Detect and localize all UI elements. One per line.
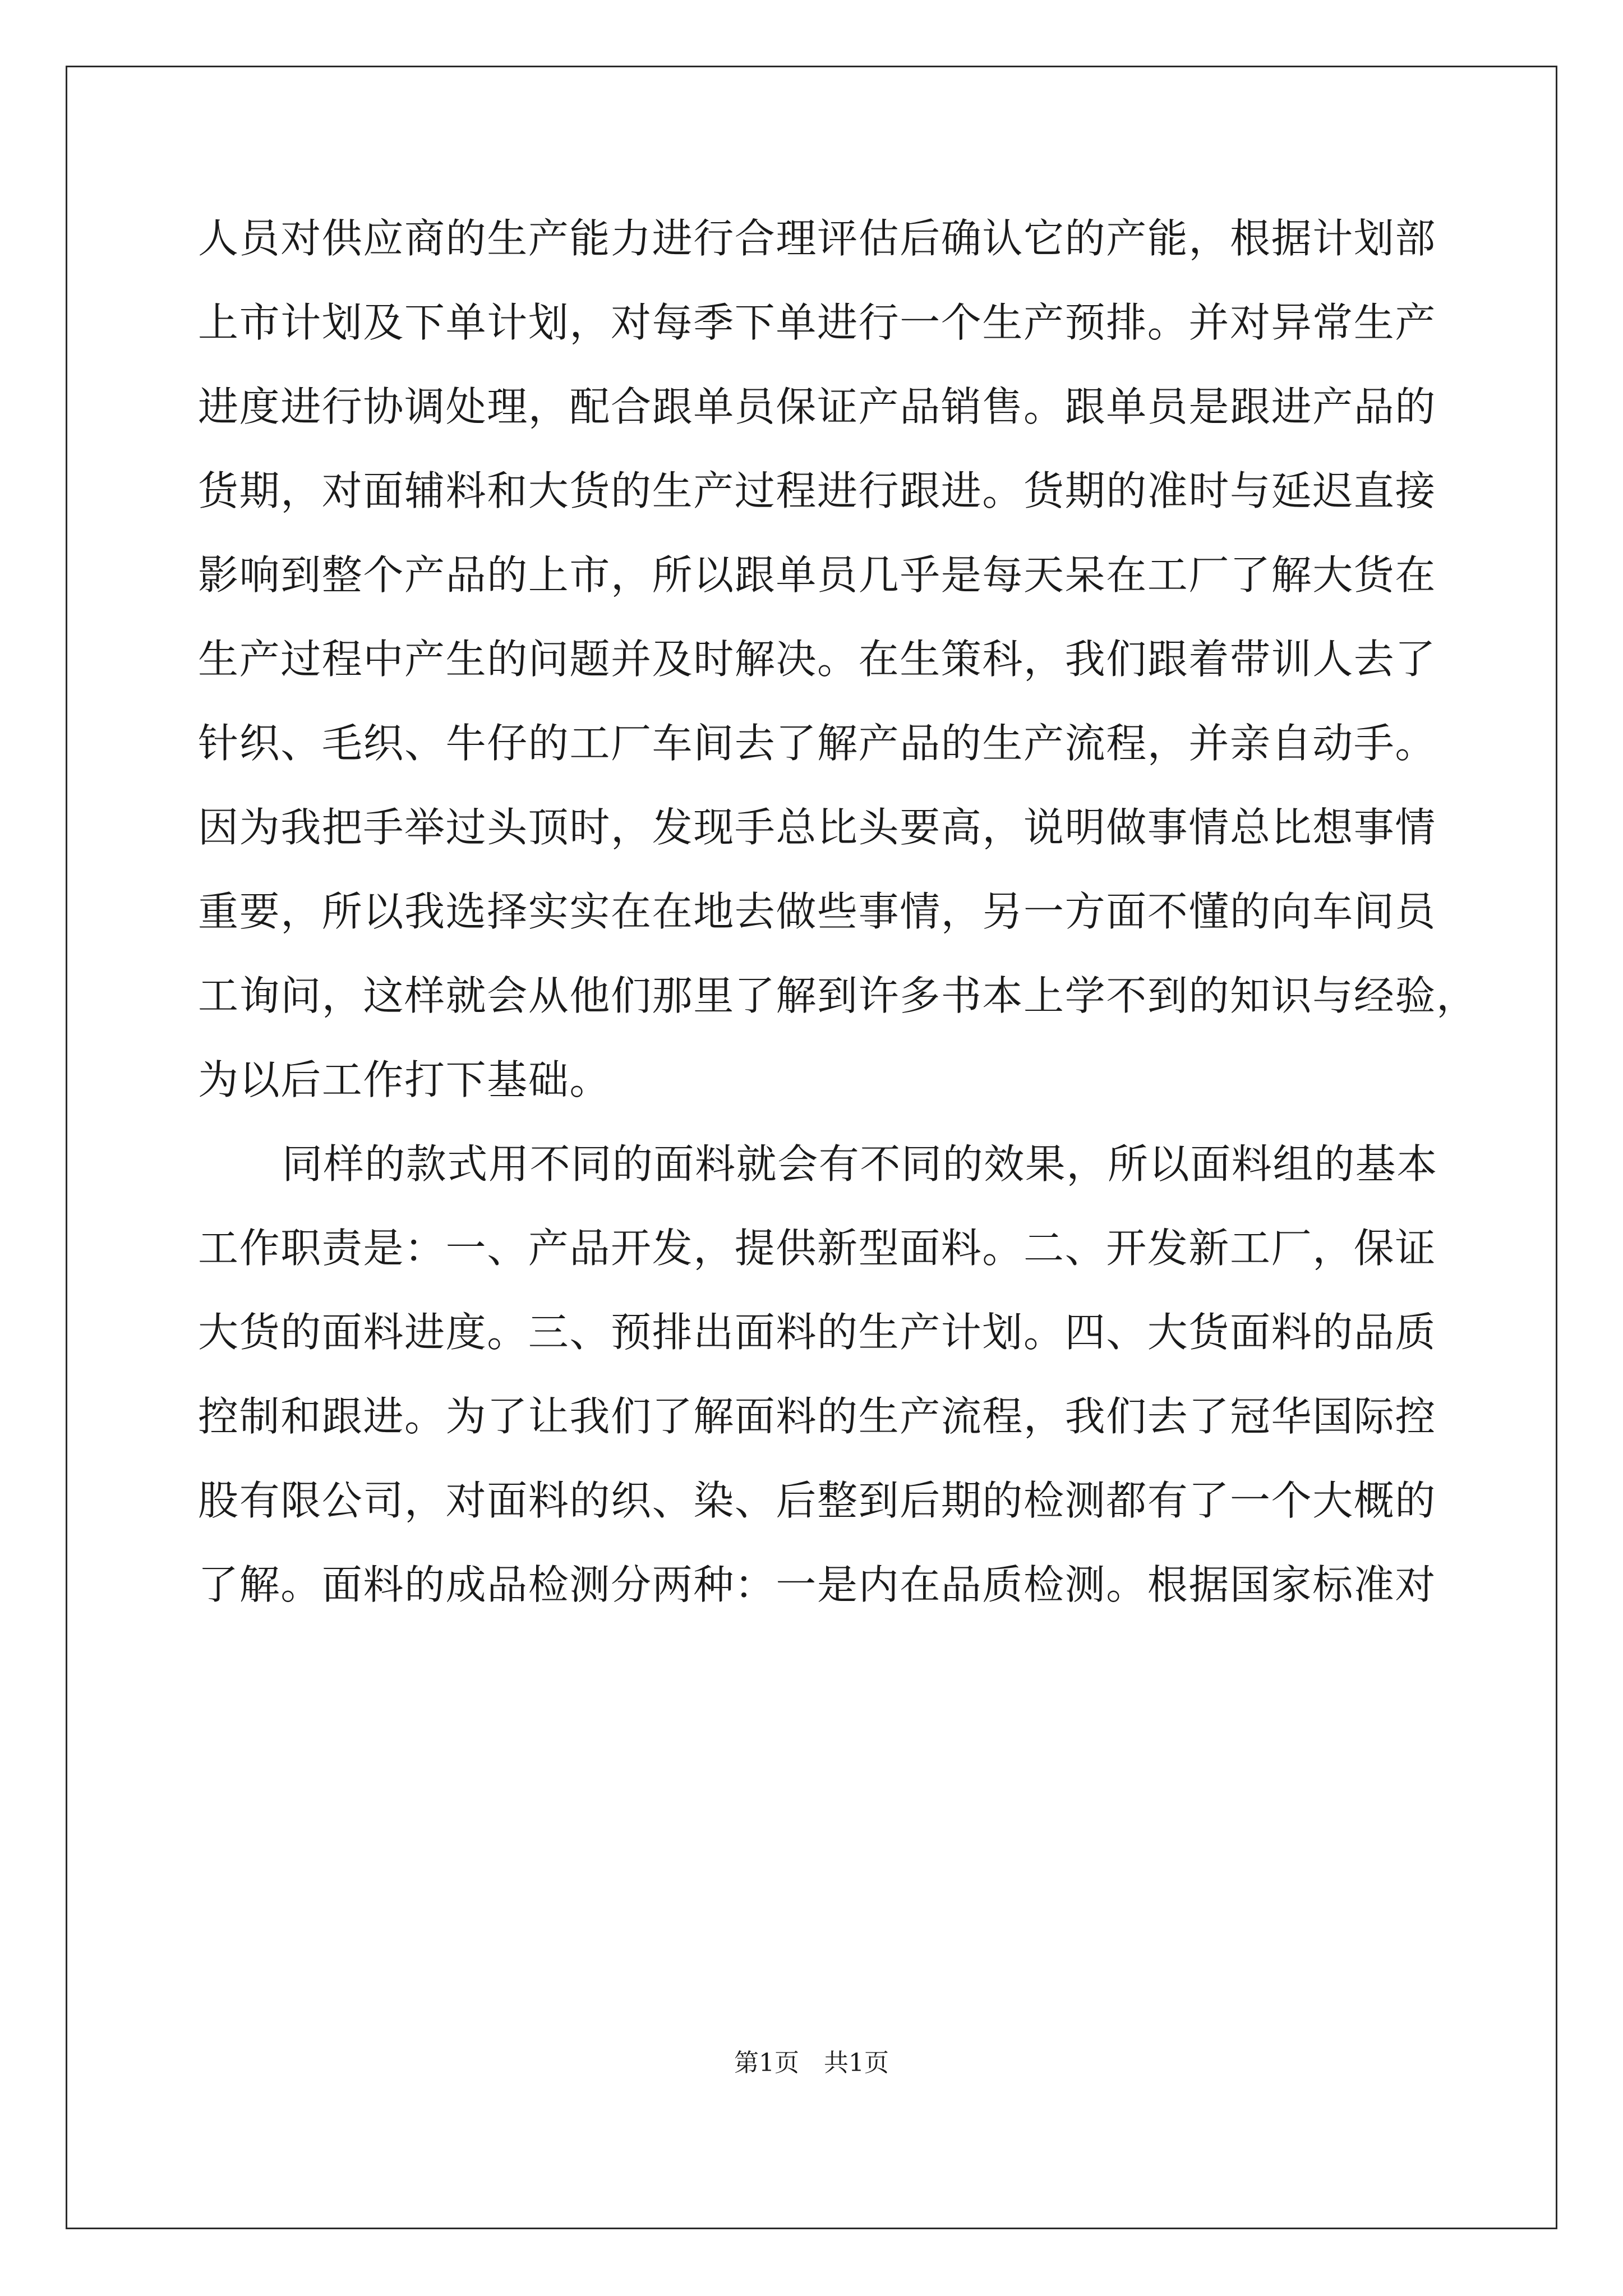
text-line: 因为我把手举过头顶时，发现手总比头要高，说明做事情总比想事情: [198, 804, 1437, 851]
page-number-footer: 第1页 共1页: [734, 2049, 889, 2077]
text-line: 工询问，这样就会从他们那里了解到许多书本上学不到的知识与经验，: [198, 972, 1478, 1019]
text-line: 控制和跟进。为了让我们了解面料的生产流程，我们去了冠华国际控: [198, 1393, 1437, 1440]
text-line: 人员对供应商的生产能力进行合理评估后确认它的产能，根据计划部: [198, 215, 1437, 262]
text-line: 为以后工作打下基础。: [198, 1056, 611, 1103]
text-line: 影响到整个产品的上市，所以跟单员几乎是每天呆在工厂了解大货在: [198, 551, 1437, 599]
text-line-indented: 同样的款式用不同的面料就会有不同的效果，所以面料组的基本: [282, 1140, 1438, 1188]
text-line: 工作职责是：一、产品开发，提供新型面料。二、开发新工厂，保证: [198, 1225, 1437, 1272]
text-line: 股有限公司，对面料的织、染、后整到后期的检测都有了一个大概的: [198, 1477, 1437, 1524]
text-line: 上市计划及下单计划，对每季下单进行一个生产预排。并对异常生产: [198, 299, 1437, 346]
text-line: 了解。面料的成品检测分两种：一是内在品质检测。根据国家标准对: [198, 1561, 1437, 1608]
text-line: 重要，所以我选择实实在在地去做些事情，另一方面不懂的向车间员: [198, 888, 1437, 935]
text-line: 货期，对面辅料和大货的生产过程进行跟进。货期的准时与延迟直接: [198, 467, 1437, 514]
text-line: 进度进行协调处理，配合跟单员保证产品销售。跟单员是跟进产品的: [198, 383, 1437, 430]
text-line: 大货的面料进度。三、预排出面料的生产计划。四、大货面料的品质: [198, 1309, 1437, 1356]
text-line: 生产过程中产生的问题并及时解决。在生策科，我们跟着带训人去了: [198, 636, 1437, 683]
text-line: 针织、毛织、牛仔的工厂车间去了解产品的生产流程，并亲自动手。: [198, 720, 1437, 767]
